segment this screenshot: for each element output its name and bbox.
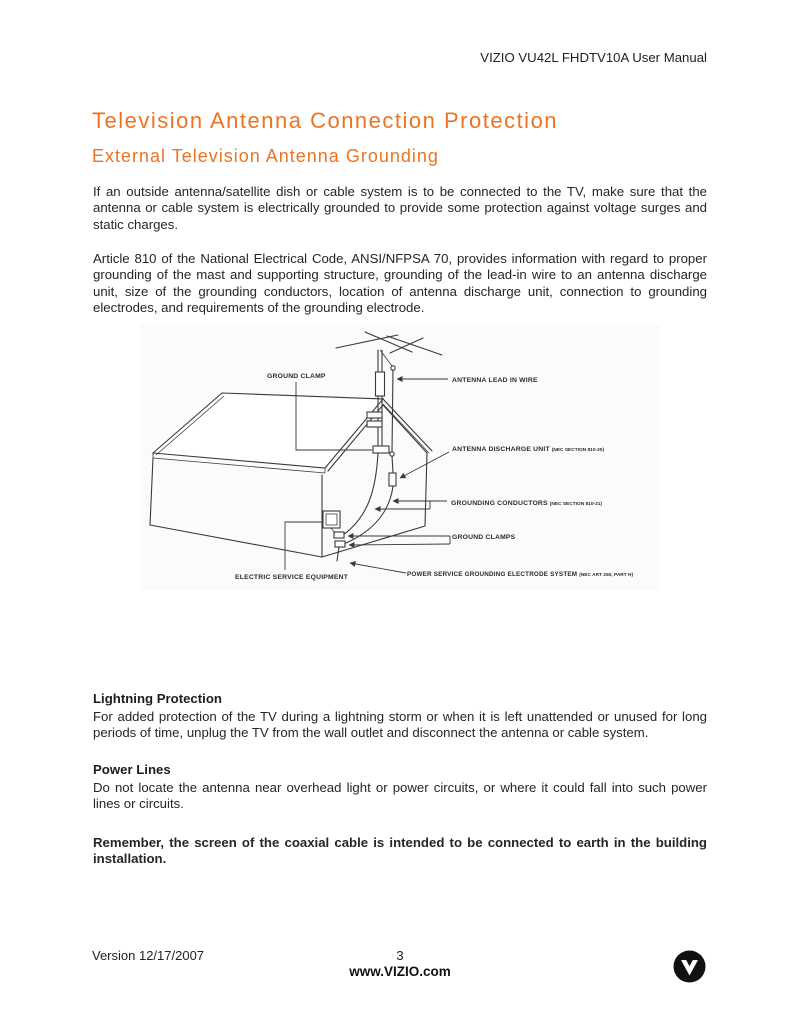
vizio-logo-icon xyxy=(673,950,706,983)
section-subtitle: External Television Antenna Grounding xyxy=(92,146,439,166)
paragraph-lightning-protection: For added protection of the TV during a lightning storm or when it is left unattended or unused for long periods of time, unplug the TV from the wall outlet and disconnect the antenna or cable system. xyxy=(93,709,707,741)
diagram-label-antenna-discharge-unit: ANTENNA DISCHARGE UNIT (NEC SECTION 810-20) xyxy=(452,446,605,453)
footer-website: www.VIZIO.com xyxy=(349,964,451,979)
heading-power-lines: Power Lines xyxy=(93,762,171,777)
diagram-label-ground-clamp: GROUND CLAMP xyxy=(267,373,326,380)
heading-lightning-protection: Lightning Protection xyxy=(93,691,222,706)
paragraph-antenna-grounding: If an outside antenna/satellite dish or cable system is to be connected to the TV, make sure that the antenna or cable system is electrically grounded to provide some protection against voltage surges and static charges. xyxy=(93,184,707,232)
diagram-label-electric-service-equipment: ELECTRIC SERVICE EQUIPMENT xyxy=(235,574,349,581)
grounding-diagram xyxy=(140,325,660,590)
diagram-label-ground-clamps: GROUND CLAMPS xyxy=(452,534,516,541)
diagram-label-power-service-grounding: POWER SERVICE GROUNDING ELECTRODE SYSTEM (NEC ART 250, PART H) xyxy=(407,571,634,578)
paragraph-power-lines: Do not locate the antenna near overhead light or power circuits, or where it could fall into such power lines or circuits. xyxy=(93,780,707,812)
paragraph-article-810: Article 810 of the National Electrical Code, ANSI/NFPSA 70, provides information with regard to proper grounding of the mast and supporting structure, grounding of the lead-in wire to an antenna discharge unit, size of the grounding conductors, location of antenna discharge unit, connection to grounding electrodes, and requirements of the grounding electrode. xyxy=(93,251,707,315)
footer-version: Version 12/17/2007 xyxy=(92,948,205,963)
footer-page-number: 3 xyxy=(396,948,404,963)
diagram-label-grounding-conductors: GROUNDING CONDUCTORS (NEC SECTION 810-21) xyxy=(451,500,603,507)
page-header: VIZIO VU42L FHDTV10A User Manual xyxy=(480,50,707,65)
diagram-label-antenna-lead-in-wire: ANTENNA LEAD IN WIRE xyxy=(452,377,538,384)
paragraph-remember-note: Remember, the screen of the coaxial cable is intended to be connected to earth in the building installation. xyxy=(93,835,707,867)
page-title: Television Antenna Connection Protection xyxy=(92,108,559,133)
